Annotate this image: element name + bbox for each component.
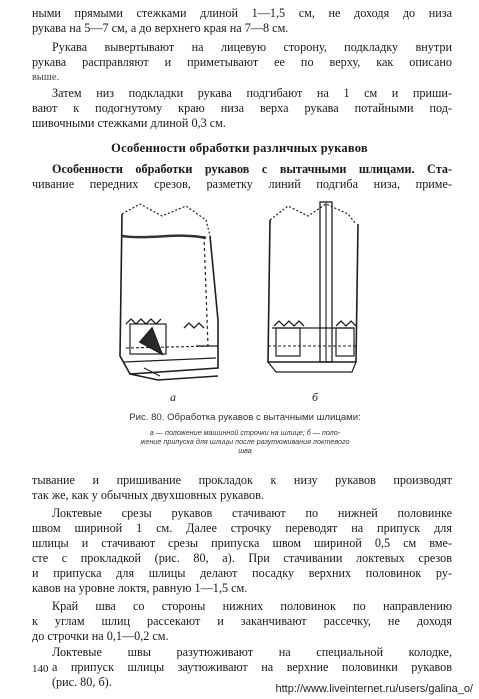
text-line: к углам шлиц рассекают и заканчивают рассечку, не доходя	[32, 614, 452, 628]
caption-note-line: жение припуска для шлицы после разутюживания локтевого	[140, 437, 350, 446]
text-line: рукава расправляют и приметывают ее по верху, как описано	[32, 55, 452, 69]
text-line: Затем низ подкладки рукава подгибают на 1 см и приши-	[52, 86, 452, 100]
caption-note-line: а — положение машинной строчки на шлице; б — поло-	[149, 428, 341, 437]
sleeve-figure	[100, 196, 390, 406]
text-line: так же, как у обычных двухшовных рукавов.	[32, 488, 264, 502]
text-line: а припуск шлицы заутюживают на верхние половинки рукавов	[52, 660, 452, 674]
watermark-url: http://www.liveinternet.ru/users/galina_o/	[275, 683, 473, 695]
text-line: Край шва со стороны нижних половинок по направлению	[52, 599, 452, 613]
sleeve-b-drawing	[268, 202, 358, 372]
text-line: выше.	[32, 72, 60, 83]
sleeve-a-drawing	[120, 204, 218, 380]
figure-label-a: а	[170, 390, 176, 404]
caption-note-line: шва	[238, 446, 252, 455]
text-line: кавов на уровне локтя, равную 1—1,5 см.	[32, 581, 248, 595]
text-line: (рис. 80, б).	[52, 675, 112, 689]
text-line: и припуска для шлицы делают посадку верхних половинок ру-	[32, 566, 452, 580]
text-line: ными прямыми стежками длиной 1—1,5 см, не доходя до низа	[32, 6, 452, 20]
figure-caption: Рис. 80. Обработка рукавов с вытачными шлицами:	[129, 412, 361, 423]
page-number: 140	[32, 663, 49, 675]
text-line: рукава на 5—7 см, а до верхнего края на 7—8 см.	[32, 21, 289, 35]
text-line: чивание передних срезов, разметку линий подгиба низа, приме-	[32, 177, 452, 191]
text-line: до строчки на 0,1—0,2 см.	[32, 629, 169, 643]
text-line: шлицы и стачивают срезы припуска швом шириной 0,5 см вме-	[32, 536, 452, 550]
text-line: вают к подогнутому краю низа верха рукава потайными под-	[32, 101, 452, 115]
section-heading: Особенности обработки различных рукавов	[111, 141, 368, 155]
text-line: Рукава вывертывают на лицевую сторону, подкладку внутри	[52, 40, 452, 54]
text-line: швом шириной 1 см. Далее строчку переводят на припуск для	[32, 521, 452, 535]
subsection-line: Особенности обработки рукавов с вытачными шлицами. Ста-	[52, 162, 452, 176]
figure-label-b: б	[312, 390, 319, 404]
text-line: сте с прокладкой (рис. 80, а). При стачивании локтевых срезов	[32, 551, 452, 565]
text-line: шивочными стежками длиной 0,3 см.	[32, 116, 226, 130]
text-line: Локтевые швы разутюживают на специальной колодке,	[52, 645, 452, 659]
text-line: тывание и пришивание прокладок к низу рукавов производят	[32, 473, 452, 487]
text-line: Локтевые срезы рукавов стачивают по нижней половинке	[52, 506, 452, 520]
